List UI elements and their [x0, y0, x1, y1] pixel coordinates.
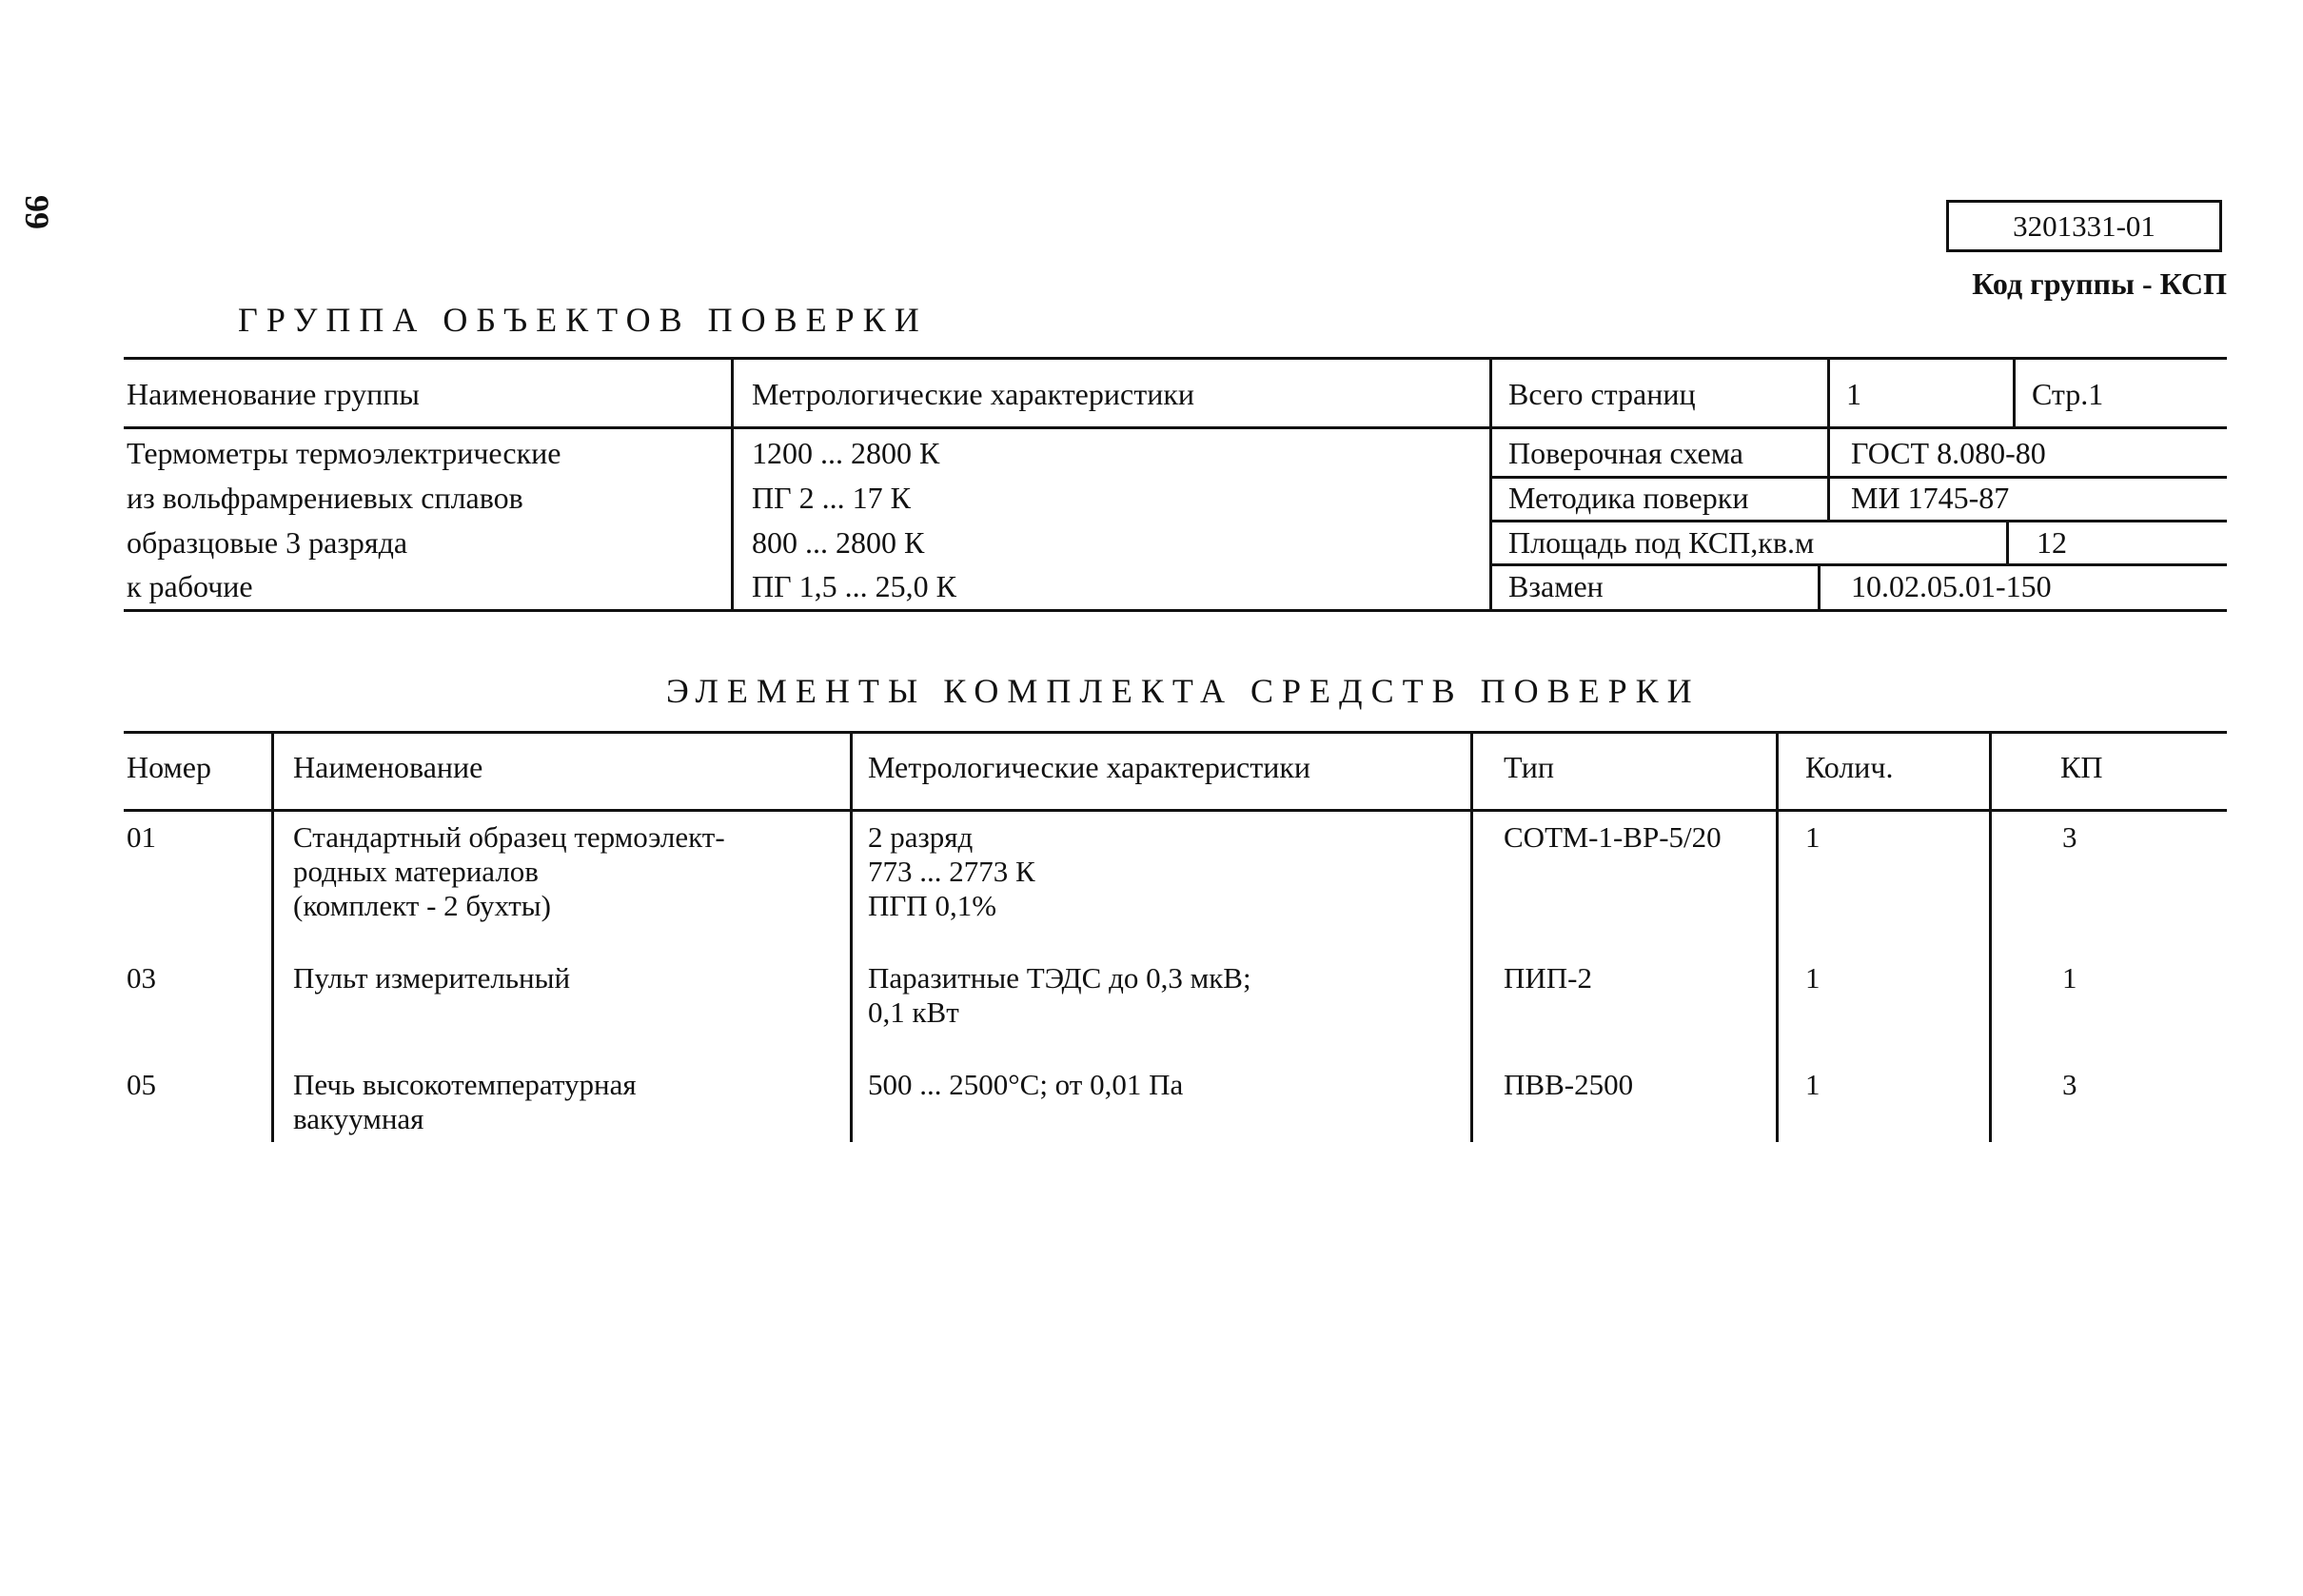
- row-metro-line: 2 разряд: [868, 820, 974, 854]
- table2-col-divider-3: [1470, 733, 1473, 1142]
- table1-col-divider-6: [1818, 563, 1821, 609]
- section-title-elements: ЭЛЕМЕНТЫ КОМПЛЕКТА СРЕДСТВ ПОВЕРКИ: [666, 672, 1701, 710]
- table1-col-divider-4: [2013, 360, 2016, 426]
- row-type: ПВВ-2500: [1504, 1068, 1634, 1101]
- group-metro-line: 800 ... 2800 К: [752, 525, 925, 560]
- table1-header-total-pages-value: 1: [1846, 377, 1861, 411]
- row-name-line: (комплект - 2 бухты): [293, 889, 551, 922]
- table2-header-type: Тип: [1504, 750, 1554, 784]
- group-metro-line: ПГ 2 ... 17 К: [752, 481, 911, 515]
- section-title-objects: ГРУППА ОБЪЕКТОВ ПОВЕРКИ: [238, 301, 928, 339]
- replaces-value: 10.02.05.01-150: [1851, 569, 2052, 603]
- row-qty: 1: [1805, 820, 1821, 854]
- group-code-label: Код группы - КСП: [1972, 266, 2227, 301]
- row-kp: 1: [2062, 961, 2077, 995]
- row-name-line: родных материалов: [293, 855, 539, 888]
- row-type: ПИП-2: [1504, 961, 1592, 995]
- table1-col-divider-3: [1827, 360, 1830, 520]
- row-metro-line: Паразитные ТЭДС до 0,3 мкВ;: [868, 961, 1251, 995]
- table2-header-border: [124, 809, 2227, 812]
- table1-header-page: Стр.1: [2032, 377, 2104, 411]
- row-kp: 3: [2062, 820, 2077, 854]
- table1-info-rule-3: [1489, 563, 2227, 566]
- table1-header-total-pages: Всего страниц: [1508, 377, 1696, 411]
- verification-scheme-value: ГОСТ 8.080-80: [1851, 436, 2046, 470]
- table1-top-border: [124, 357, 2227, 360]
- table2-header-kp: КП: [2060, 750, 2103, 784]
- table2-col-divider-2: [850, 733, 853, 1142]
- group-name-line: к рабочие: [127, 569, 253, 603]
- row-qty: 1: [1805, 1068, 1821, 1101]
- verification-method-value: МИ 1745-87: [1851, 481, 2010, 515]
- group-name-line: Термометры термоэлектрические: [127, 436, 561, 470]
- table2-top-border: [124, 731, 2227, 734]
- row-name-line: Стандартный образец термоэлект-: [293, 820, 725, 854]
- table1-col-divider-5: [2006, 520, 2009, 563]
- page-number: 99: [18, 195, 56, 229]
- row-name-line: Пульт измерительный: [293, 961, 571, 995]
- replaces-label: Взамен: [1508, 569, 1604, 603]
- table1-info-rule-1: [1489, 476, 2227, 479]
- row-type: СОТМ-1-ВР-5/20: [1504, 820, 1722, 854]
- row-metro-line: 773 ... 2773 К: [868, 855, 1035, 888]
- document-code-box: 3201331-01: [1946, 200, 2222, 252]
- group-metro-line: ПГ 1,5 ... 25,0 К: [752, 569, 956, 603]
- row-number: 03: [127, 961, 156, 995]
- table2-col-divider-5: [1989, 733, 1992, 1142]
- table1-col-divider-1: [731, 360, 734, 609]
- table2-header-name: Наименование: [293, 750, 483, 784]
- verification-method-label: Методика поверки: [1508, 481, 1749, 515]
- row-qty: 1: [1805, 961, 1821, 995]
- table2-col-divider-1: [271, 733, 274, 1142]
- row-metro-line: 500 ... 2500°С; от 0,01 Па: [868, 1068, 1184, 1101]
- row-kp: 3: [2062, 1068, 2077, 1101]
- table2-col-divider-4: [1776, 733, 1779, 1142]
- table1-header-border: [124, 426, 2227, 429]
- row-name-line: вакуумная: [293, 1102, 424, 1135]
- area-label: Площадь под КСП,кв.м: [1508, 525, 1815, 560]
- verification-scheme-label: Поверочная схема: [1508, 436, 1743, 470]
- area-value: 12: [2037, 525, 2067, 560]
- group-name-line: из вольфрамрениевых сплавов: [127, 481, 523, 515]
- group-metro-line: 1200 ... 2800 К: [752, 436, 940, 470]
- row-number: 05: [127, 1068, 156, 1101]
- group-name-line: образцовые 3 разряда: [127, 525, 408, 560]
- table2-header-metro: Метрологические характеристики: [868, 750, 1310, 784]
- table1-header-metro: Метрологические характеристики: [752, 377, 1194, 411]
- row-name-line: Печь высокотемпературная: [293, 1068, 637, 1101]
- row-number: 01: [127, 820, 156, 854]
- row-metro-line: ПГП 0,1%: [868, 889, 997, 922]
- table2-header-qty: Колич.: [1805, 750, 1894, 784]
- table1-bottom-border: [124, 609, 2227, 612]
- table1-header-name: Наименование группы: [127, 377, 420, 411]
- row-metro-line: 0,1 кВт: [868, 995, 959, 1029]
- table1-info-rule-2: [1489, 520, 2227, 522]
- table2-header-number: Номер: [127, 750, 211, 784]
- table1-col-divider-2: [1489, 360, 1492, 609]
